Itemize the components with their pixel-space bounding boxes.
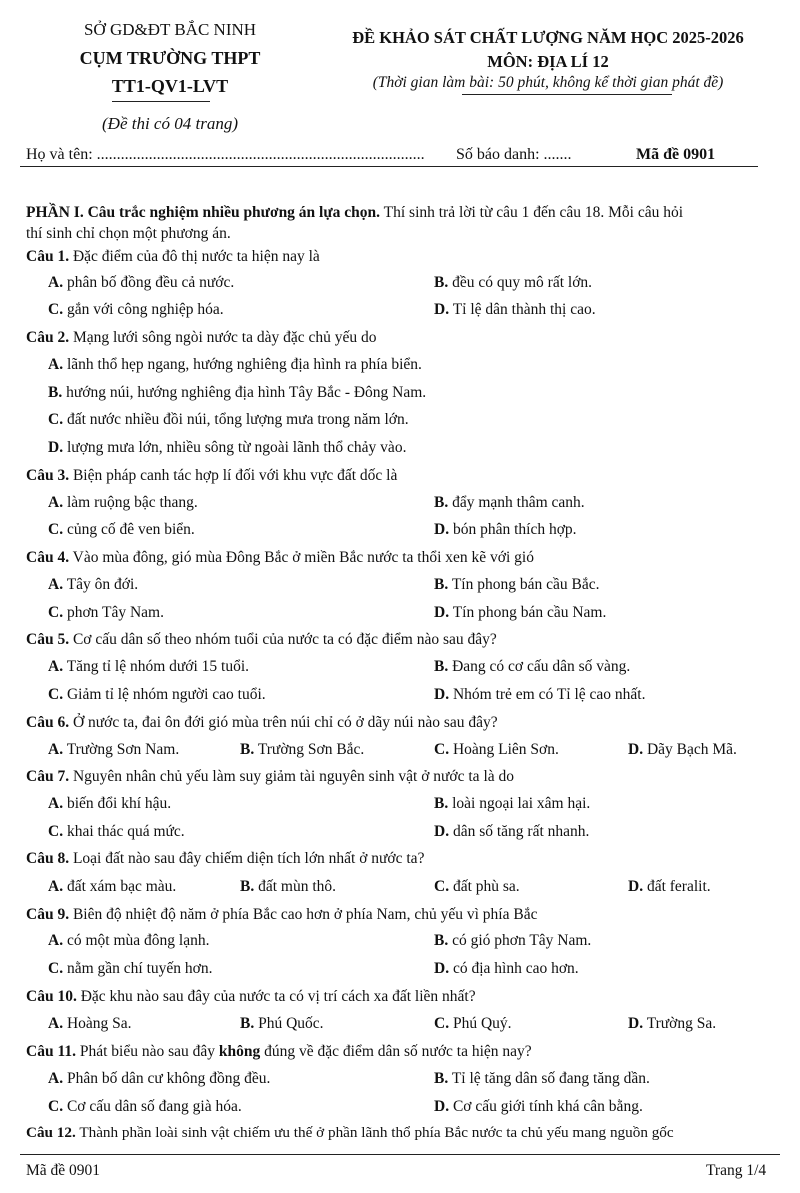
question-4 (26, 549, 534, 567)
option-b: B. Phú Quốc. (240, 1015, 324, 1032)
option-a: A. biến đổi khí hậu. (48, 795, 172, 812)
question-5 (26, 631, 497, 649)
option-d: D. Nhóm trẻ em có Tỉ lệ cao nhất. (434, 686, 646, 703)
option-text: nằm gần chí tuyến hơn. (66, 960, 213, 977)
option-text: lượng mưa lớn, nhiều sông từ ngoài lãnh thổ chảy vào. (66, 439, 407, 456)
option-text: có địa hình cao hơn. (452, 960, 579, 977)
candidate-number-field: Số báo danh: ....... (456, 146, 572, 163)
question-text: Biên độ nhiệt độ năm ở phía Bắc cao hơn ở phía Nam, chủ yếu vì phía Bắc (69, 906, 538, 923)
option-text: dân số tăng rất nhanh. (452, 823, 590, 840)
option-text: Hoàng Sa. (66, 1015, 132, 1032)
option-text: Dãy Bạch Mã. (646, 741, 737, 758)
option-text: đều có quy mô rất lớn. (452, 274, 593, 291)
question-label: Câu 6. (26, 714, 70, 731)
option-a: A. đất xám bạc màu. (48, 878, 177, 895)
question-label: Câu 4. (26, 549, 70, 566)
question-2 (26, 329, 376, 347)
option-text: lãnh thổ hẹp ngang, hướng nghiêng địa hình ra phía biển. (66, 356, 422, 373)
option-d: D. Cơ cấu giới tính khá cân bằng. (434, 1098, 643, 1115)
option-text: Phân bố dân cư không đồng đều. (66, 1070, 271, 1087)
option-text: đất phù sa. (452, 878, 520, 895)
question-label: Câu 5. (26, 631, 70, 648)
question-text: Nguyên nhân chủ yếu làm suy giảm tài nguyên sinh vật ở nước ta là do (69, 768, 514, 785)
school-department: SỞ GD&ĐT BẮC NINH (83, 20, 257, 39)
question-text: Phát biểu nào sau đây (75, 1043, 219, 1060)
option-b: B. có gió phơn Tây Nam. (434, 932, 592, 949)
option-text: đất feralit. (646, 878, 711, 895)
option-b: B. đất mùn thô. (240, 878, 337, 895)
option-text: bón phân thích hợp. (452, 521, 577, 538)
question-text: Biện pháp canh tác hợp lí đối với khu vực đất dốc là (69, 467, 398, 484)
option-c: C. củng cố đê ven biển. (48, 521, 195, 538)
option-a: A. Phân bố dân cư không đồng đều. (48, 1070, 271, 1087)
question-text: Mạng lưới sông ngòi nước ta dày đặc chủ yếu do (69, 329, 377, 346)
page-count-note: (Đề thi có 04 trang) (102, 114, 238, 133)
option-text: làm ruộng bậc thang. (66, 494, 198, 511)
question-label: Câu 1. (26, 248, 70, 265)
question-label: Câu 8. (26, 850, 70, 867)
option-c: C. đất nước nhiều đồi núi, tổng lượng mưa trong năm lớn. (48, 411, 409, 428)
question-3 (26, 467, 397, 485)
part1-instruction-text: Thí sinh trả lời từ câu 1 đến câu 18. Mỗi câu hỏi (380, 204, 684, 221)
question-text: Vào mùa đông, gió mùa Đông Bắc ở miền Bắc nước ta thổi xen kẽ với gió (69, 549, 534, 566)
question-label: Câu 3. (26, 467, 70, 484)
option-text: có gió phơn Tây Nam. (452, 932, 592, 949)
option-b: B. Trường Sơn Bắc. (240, 741, 365, 758)
question-10 (26, 988, 476, 1006)
option-d: D. đất feralit. (628, 878, 711, 895)
option-c: C. Hoàng Liên Sơn. (434, 741, 559, 758)
option-b: B. đẩy mạnh thâm canh. (434, 494, 585, 511)
exam-subject: MÔN: ĐỊA LÍ 12 (487, 52, 609, 71)
option-c: C. đất phù sa. (434, 878, 520, 895)
option-a: A. Trường Sơn Nam. (48, 741, 180, 758)
option-text: hướng núi, hướng nghiêng địa hình Tây Bắc - Đông Nam. (66, 384, 427, 401)
question-label: Câu 7. (26, 768, 70, 785)
option-b: B. Tỉ lệ tăng dân số đang tăng dần. (434, 1070, 650, 1087)
option-c: C. Giảm tỉ lệ nhóm người cao tuổi. (48, 686, 266, 703)
question-label: Câu 12. (26, 1124, 76, 1141)
question-11 (26, 1043, 532, 1061)
option-d: D. Tỉ lệ dân thành thị cao. (434, 301, 596, 318)
option-a: A. lãnh thổ hẹp ngang, hướng nghiêng địa hình ra phía biển. (48, 356, 422, 373)
option-c: C. nằm gần chí tuyến hơn. (48, 960, 213, 977)
question-6 (26, 714, 498, 732)
option-text: phân bố đồng đều cả nước. (66, 274, 235, 291)
option-d: D. dân số tăng rất nhanh. (434, 823, 590, 840)
question-text: Ở nước ta, đai ôn đới gió mùa trên núi chỉ có ở dãy núi nào sau đây? (69, 714, 498, 731)
option-text: đất nước nhiều đồi núi, tổng lượng mưa trong năm lớn. (66, 411, 409, 428)
option-text: Hoàng Liên Sơn. (452, 741, 559, 758)
option-text: Phú Quý. (452, 1015, 512, 1032)
school-code: TT1-QV1-LVT (111, 76, 229, 96)
page-number: Trang 1/4 (706, 1162, 767, 1179)
option-text: Đang có cơ cấu dân số vàng. (452, 658, 631, 675)
footer-divider (20, 1154, 780, 1155)
option-d: D. Dãy Bạch Mã. (628, 741, 737, 758)
option-b: B. Đang có cơ cấu dân số vàng. (434, 658, 631, 675)
question-12 (26, 1124, 674, 1142)
footer-exam-code: Mã đề 0901 (26, 1162, 101, 1179)
question-label: Câu 10. (26, 988, 77, 1005)
header-underline (112, 101, 210, 102)
option-text: phơn Tây Nam. (66, 604, 164, 621)
option-text: khai thác quá mức. (66, 823, 185, 840)
question-1 (26, 248, 320, 266)
school-cluster: CỤM TRƯỜNG THPT (79, 48, 261, 68)
option-text: biến đổi khí hậu. (66, 795, 172, 812)
option-d: D. Tín phong bán cầu Nam. (434, 604, 607, 621)
option-text: Tín phong bán cầu Bắc. (451, 576, 600, 593)
option-c: C. phơn Tây Nam. (48, 604, 164, 621)
option-a: A. có một mùa đông lạnh. (48, 932, 210, 949)
option-text: gắn với công nghiệp hóa. (66, 301, 224, 318)
option-text: loài ngoại lai xâm hại. (452, 795, 591, 812)
option-text: Trường Sa. (646, 1015, 717, 1032)
option-text: Tăng tỉ lệ nhóm dưới 15 tuổi. (66, 658, 250, 675)
question-text-emphasis: không (218, 1043, 261, 1060)
option-a: A. Tây ôn đới. (48, 576, 139, 593)
option-text: Phú Quốc. (258, 1015, 324, 1032)
option-text: Trường Sơn Bắc. (257, 741, 365, 758)
option-c: C. Phú Quý. (434, 1015, 512, 1032)
option-text: Nhóm trẻ em có Tỉ lệ cao nhất. (452, 686, 646, 703)
part1-instruction (26, 204, 683, 222)
option-text: Cơ cấu giới tính khá cân bằng. (452, 1098, 643, 1115)
option-text: Cơ cấu dân số đang già hóa. (66, 1098, 242, 1115)
time-underline (462, 94, 672, 95)
question-label: Câu 9. (26, 906, 70, 923)
option-d: D. bón phân thích hợp. (434, 521, 577, 538)
question-8 (26, 850, 424, 868)
option-a: A. Hoàng Sa. (48, 1015, 132, 1032)
option-c: C. gắn với công nghiệp hóa. (48, 301, 224, 318)
option-text: Tây ôn đới. (66, 576, 139, 593)
exam-time: (Thời gian làm bài: 50 phút, không kể thời gian phát đề) (372, 74, 724, 91)
option-text: đất mùn thô. (258, 878, 337, 895)
question-text: Cơ cấu dân số theo nhóm tuổi của nước ta có đặc điểm nào sau đây? (69, 631, 497, 648)
question-text: Loại đất nào sau đây chiếm diện tích lớn nhất ở nước ta? (69, 850, 425, 867)
part1-heading: PHẦN I. Câu trắc nghiệm nhiều phương án lựa chọn. (26, 204, 381, 221)
option-b: B. đều có quy mô rất lớn. (434, 274, 593, 291)
candidate-name-field: Họ và tên: .................................................................................. (26, 146, 425, 163)
option-a: A. làm ruộng bậc thang. (48, 494, 198, 511)
question-text: Thành phần loài sinh vật chiếm ưu thế ở phần lãnh thổ phía Bắc nước ta chủ yếu mang nguồn gốc (75, 1124, 674, 1141)
option-d: D. có địa hình cao hơn. (434, 960, 579, 977)
option-text: Tỉ lệ dân thành thị cao. (452, 301, 596, 318)
option-c: C. Cơ cấu dân số đang già hóa. (48, 1098, 242, 1115)
question-9 (26, 906, 537, 924)
header-divider (20, 166, 758, 167)
option-b: B. loài ngoại lai xâm hại. (434, 795, 591, 812)
option-text: có một mùa đông lạnh. (66, 932, 210, 949)
option-text: đẩy mạnh thâm canh. (452, 494, 585, 511)
option-text: đất xám bạc màu. (66, 878, 177, 895)
question-text: đúng về đặc điểm dân số nước ta hiện nay? (260, 1043, 532, 1060)
exam-code: Mã đề 0901 (636, 146, 716, 163)
option-a: A. phân bố đồng đều cả nước. (48, 274, 235, 291)
exam-title: ĐỀ KHẢO SÁT CHẤT LƯỢNG NĂM HỌC 2025-2026 (352, 28, 744, 47)
question-7 (26, 768, 514, 786)
option-a: A. Tăng tỉ lệ nhóm dưới 15 tuổi. (48, 658, 250, 675)
option-b: B. hướng núi, hướng nghiêng địa hình Tây Bắc - Đông Nam. (48, 384, 427, 401)
option-text: củng cố đê ven biển. (66, 521, 195, 538)
option-c: C. khai thác quá mức. (48, 823, 185, 840)
option-text: Tín phong bán cầu Nam. (452, 604, 607, 621)
question-text: Đặc điểm của đô thị nước ta hiện nay là (69, 248, 320, 265)
option-b: B. Tín phong bán cầu Bắc. (434, 576, 600, 593)
question-label: Câu 2. (26, 329, 70, 346)
option-d: D. lượng mưa lớn, nhiều sông từ ngoài lãnh thổ chảy vào. (48, 439, 407, 456)
option-d: D. Trường Sa. (628, 1015, 717, 1032)
part1-instruction-line2: thí sinh chỉ chọn một phương án. (26, 225, 231, 242)
question-label: Câu 11. (26, 1043, 76, 1060)
question-text: Đặc khu nào sau đây của nước ta có vị trí cách xa đất liền nhất? (76, 988, 476, 1005)
option-text: Giảm tỉ lệ nhóm người cao tuổi. (66, 686, 266, 703)
option-text: Tỉ lệ tăng dân số đang tăng dần. (451, 1070, 650, 1087)
option-text: Trường Sơn Nam. (66, 741, 180, 758)
